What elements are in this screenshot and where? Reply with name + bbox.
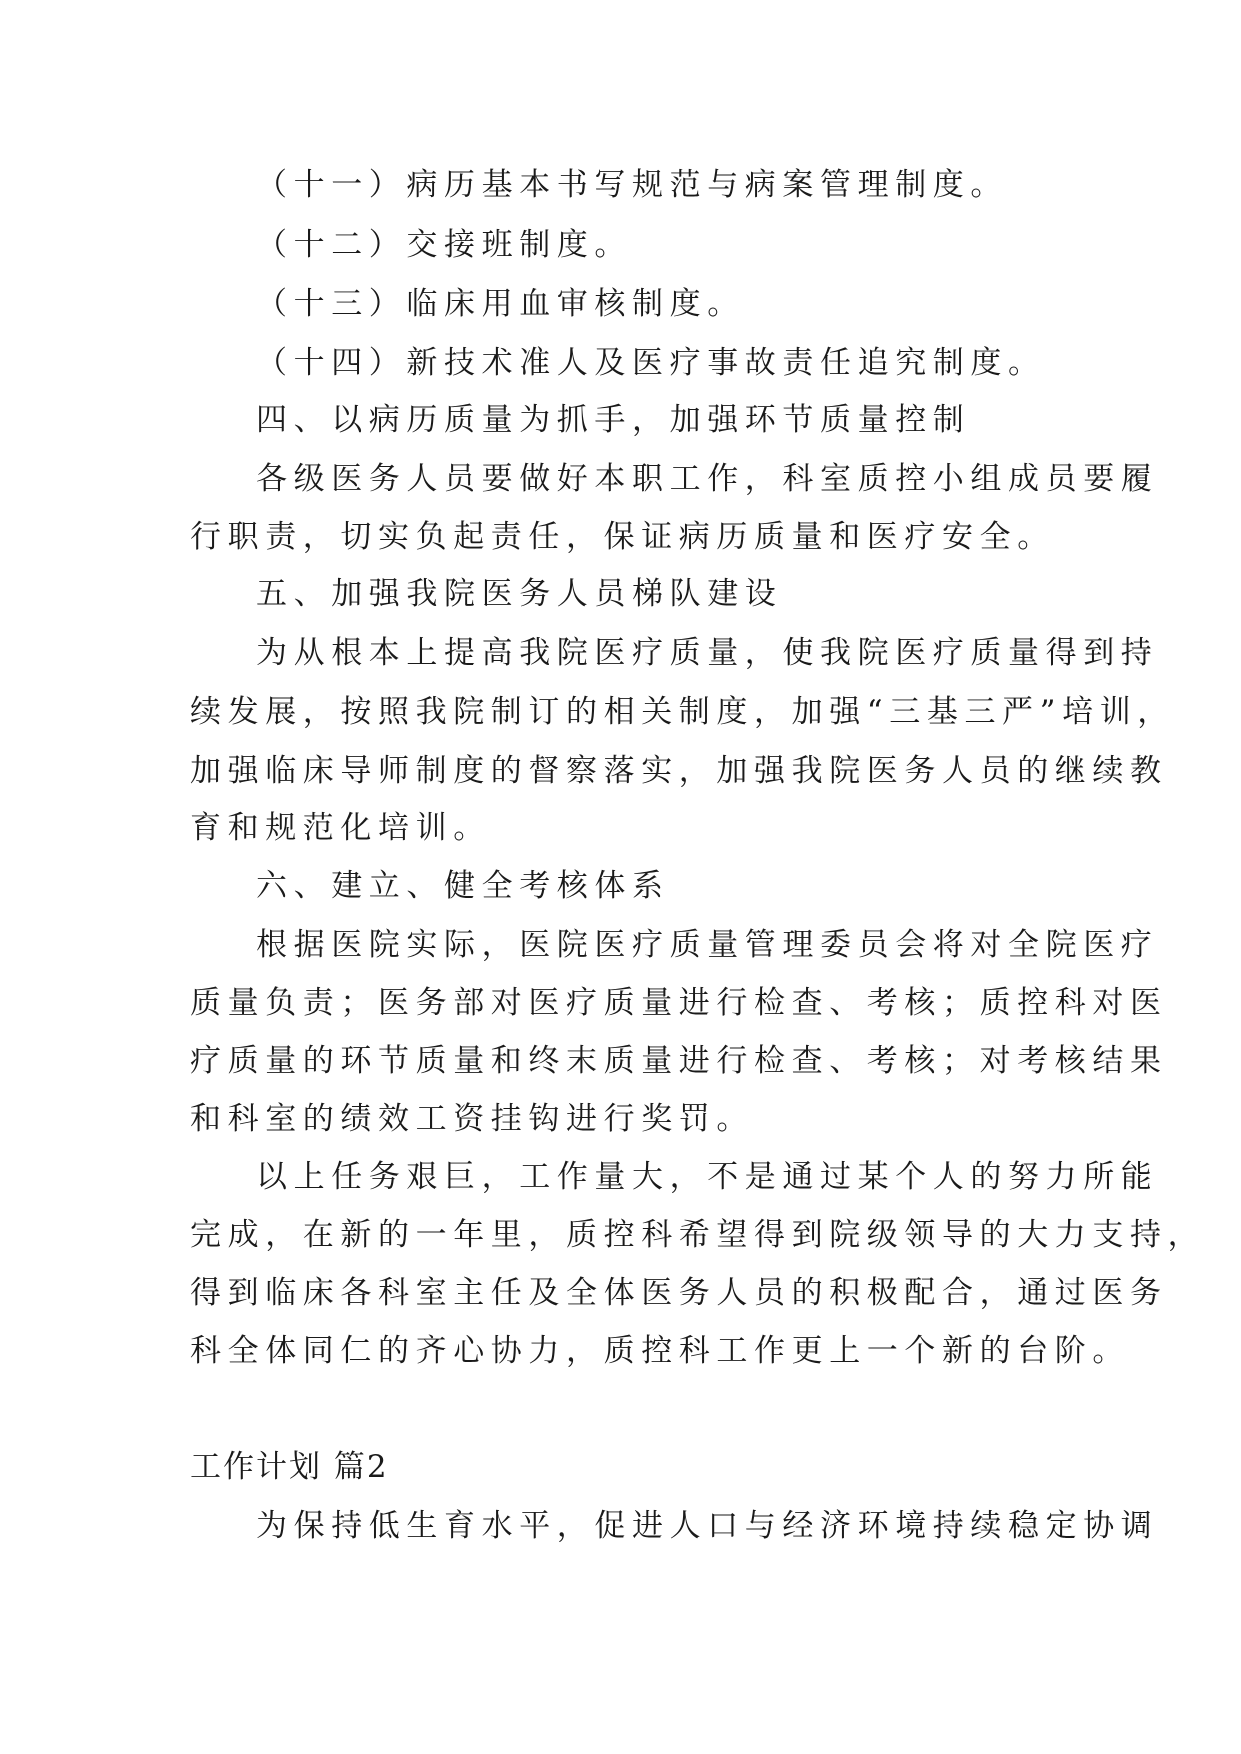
paragraph-line: 续发展，按照我院制订的相关制度，加强“三基三严”培训， [190,694,1175,730]
paragraph-line: （十一）病历基本书写规范与病案管理制度。 [256,167,1008,203]
paragraph-line: 疗质量的环节质量和终末质量进行检查、考核；对考核结果 [190,1043,1168,1079]
section-heading: 五、加强我院医务人员梯队建设 [256,576,783,612]
paragraph-line: 各级医务人员要做好本职工作，科室质控小组成员要履 [256,461,1159,497]
paragraph-line: 质量负责；医务部对医疗质量进行检查、考核；质控科对医 [190,985,1168,1021]
section-heading: 六、建立、健全考核体系 [256,868,670,904]
paragraph-line: 行职责，切实负起责任，保证病历质量和医疗安全。 [190,519,1055,555]
paragraph-line: 得到临床各科室主任及全体医务人员的积极配合，通过医务 [190,1275,1168,1311]
paragraph-line: 根据医院实际，医院医疗质量管理委员会将对全院医疗 [256,927,1159,963]
paragraph-line: 为保持低生育水平，促进人口与经济环境持续稳定协调 [256,1508,1159,1544]
paragraph-line: 科全体同仁的齐心协力，质控科工作更上一个新的台阶。 [190,1333,1130,1369]
paragraph-line: （十四）新技术准人及医疗事故责任追究制度。 [256,345,1046,381]
paragraph-line: （十三）临床用血审核制度。 [256,286,745,322]
paragraph-line: （十二）交接班制度。 [256,227,632,263]
paragraph-line: 加强临床导师制度的督察落实，加强我院医务人员的继续教 [190,753,1168,789]
paragraph-line: 完成，在新的一年里，质控科希望得到院级领导的大力支持， [190,1217,1206,1253]
paragraph-line: 为从根本上提高我院医疗质量，使我院医疗质量得到持 [256,635,1159,671]
paragraph-line: 育和规范化培训。 [190,810,491,846]
document-title: 工作计划 篇2 [190,1449,389,1485]
paragraph-line: 和科室的绩效工资挂钩进行奖罚。 [190,1101,754,1137]
section-heading: 四、以病历质量为抓手，加强环节质量控制 [256,402,971,438]
paragraph-line: 以上任务艰巨，工作量大，不是通过某个人的努力所能 [256,1159,1159,1195]
